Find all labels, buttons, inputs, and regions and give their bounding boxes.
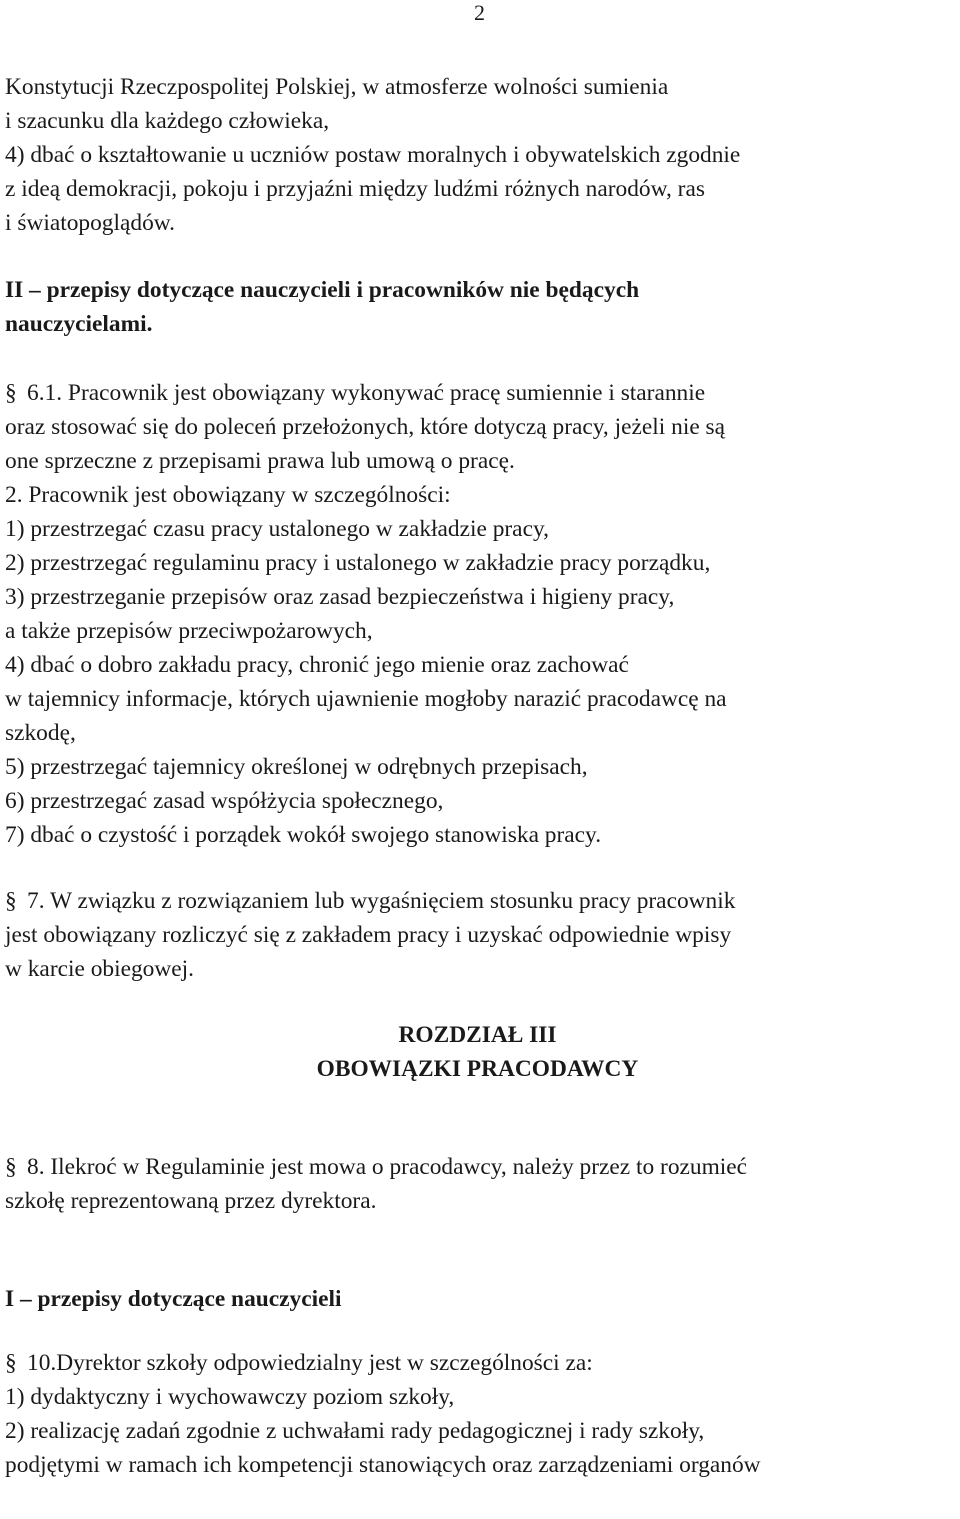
text-line: 7. W związku z rozwiązaniem lub wygaśnięciem stosunku pracy pracownik bbox=[27, 888, 736, 914]
paragraph-7-first-line bbox=[5, 884, 960, 918]
list-item: w tajemnicy informacje, których ujawnienie mogłoby narazić pracodawcę na bbox=[5, 686, 727, 712]
section-symbol: § bbox=[5, 1154, 17, 1180]
list-item: szkodę, bbox=[5, 720, 76, 746]
list-item: 2) realizację zadań zgodnie z uchwałami rady pedagogicznej i rady szkoły, bbox=[5, 1418, 705, 1444]
list-item: 4) dbać o dobro zakładu pracy, chronić jego mienie oraz zachować bbox=[5, 652, 629, 678]
text-line: szkołę reprezentowaną przez dyrektora. bbox=[5, 1188, 377, 1214]
text-line: i światopoglądów. bbox=[5, 210, 175, 236]
chapter-title: ROZDZIAŁ III bbox=[398, 1022, 557, 1048]
paragraph-6-first-line bbox=[5, 376, 960, 410]
list-item: 3) przestrzeganie przepisów oraz zasad bezpieczeństwa i higieny pracy, bbox=[5, 584, 675, 610]
text-line: Konstytucji Rzeczpospolitej Polskiej, w atmosferze wolności sumienia bbox=[5, 74, 669, 100]
page-number: 2 bbox=[474, 0, 485, 25]
section-heading: II – przepisy dotyczące nauczycieli i pracowników nie będących bbox=[5, 277, 640, 303]
list-item: 1) przestrzegać czasu pracy ustalonego w zakładzie pracy, bbox=[5, 516, 549, 542]
section-heading: nauczycielami. bbox=[5, 311, 153, 337]
text-line: jest obowiązany rozliczyć się z zakładem pracy i uzyskać odpowiednie wpisy bbox=[5, 922, 732, 948]
section-symbol: § bbox=[5, 1350, 17, 1376]
text-line: z ideą demokracji, pokoju i przyjaźni między ludźmi różnych narodów, ras bbox=[5, 176, 705, 202]
list-item: 2) przestrzegać regulaminu pracy i ustalonego w zakładzie pracy porządku, bbox=[5, 550, 711, 576]
list-item: 5) przestrzegać tajemnicy określonej w odrębnych przepisach, bbox=[5, 754, 588, 780]
text-line: i szacunku dla każdego człowieka, bbox=[5, 108, 330, 134]
paragraph-8-first-line bbox=[5, 1150, 960, 1184]
text-line: 8. Ilekroć w Regulaminie jest mowa o pracodawcy, należy przez to rozumieć bbox=[27, 1154, 748, 1180]
text-line: oraz stosować się do poleceń przełożonych, które dotyczą pracy, jeżeli nie są bbox=[5, 414, 726, 440]
section-symbol: § bbox=[5, 380, 17, 406]
document-body bbox=[5, 70, 960, 1482]
text-line: 2. Pracownik jest obowiązany w szczególności: bbox=[5, 482, 451, 508]
text-line: w karcie obiegowej. bbox=[5, 956, 194, 982]
list-item: 1) dydaktyczny i wychowawczy poziom szkoły, bbox=[5, 1384, 455, 1410]
paragraph-10-first-line bbox=[5, 1346, 960, 1380]
chapter-subtitle: OBOWIĄZKI PRACODAWCY bbox=[316, 1056, 639, 1082]
text-line: 6.1. Pracownik jest obowiązany wykonywać pracę sumiennie i starannie bbox=[27, 380, 706, 406]
text-line: one sprzeczne z przepisami prawa lub umową o pracę. bbox=[5, 448, 515, 474]
text-line: podjętymi w ramach ich kompetencji stanowiących oraz zarządzeniami organów bbox=[5, 1452, 761, 1478]
section-heading: I – przepisy dotyczące nauczycieli bbox=[5, 1286, 342, 1312]
list-item: 7) dbać o czystość i porządek wokół swojego stanowiska pracy. bbox=[5, 822, 602, 848]
list-item: a także przepisów przeciwpożarowych, bbox=[5, 618, 373, 644]
section-symbol: § bbox=[5, 888, 17, 914]
list-item: 6) przestrzegać zasad współżycia społecznego, bbox=[5, 788, 444, 814]
text-line: 4) dbać o kształtowanie u uczniów postaw moralnych i obywatelskich zgodnie bbox=[5, 142, 741, 168]
text-line: 10.Dyrektor szkoły odpowiedzialny jest w szczególności za: bbox=[27, 1350, 593, 1376]
